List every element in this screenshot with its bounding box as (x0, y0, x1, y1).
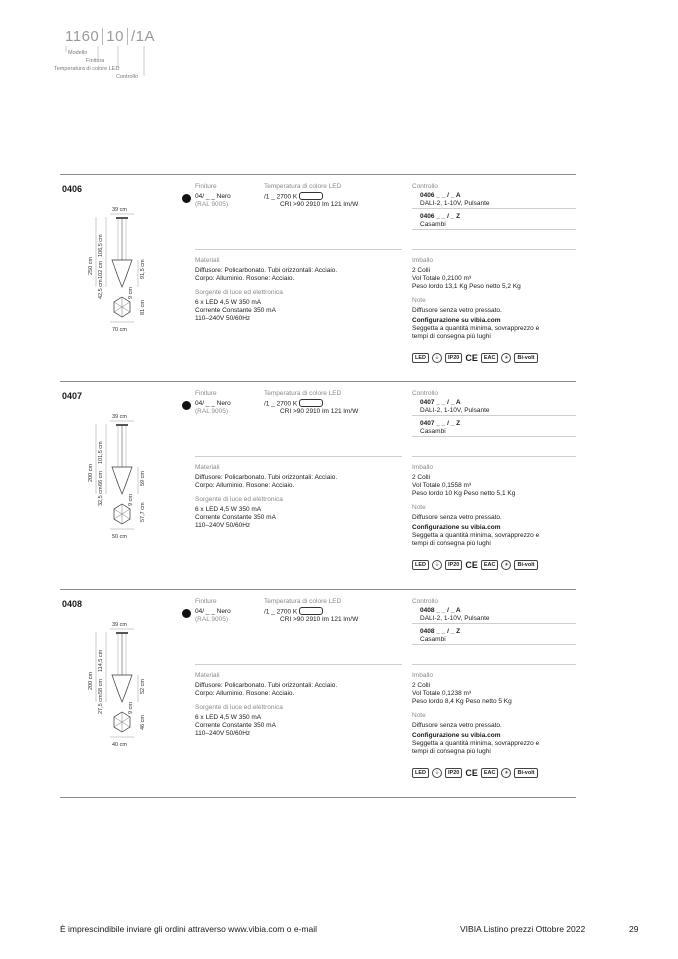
packing-line-2: Vol Totale 0,1558 m³ (412, 482, 472, 489)
materials-line-2: Corpo: Alluminio. Rosone: Acciaio. (195, 690, 295, 697)
lamp-drawing (82, 620, 160, 750)
materials-line-1: Diffusore: Policarbonato. Tubi orizzontali: Acciaio. (195, 267, 338, 274)
config-text-2: tempi di consegna più lughi (412, 748, 491, 755)
dimmable-icon: ☀ (501, 768, 511, 778)
packing-line-3: Peso lordo 13,1 Kg Peso netto 5,2 Kg (412, 283, 521, 290)
section-bottom-rule (60, 797, 576, 798)
label-note: Note (412, 504, 426, 511)
dim-low: 27,5 cm (98, 694, 104, 714)
control-code-a: 0406 _ _ / _ A (420, 192, 461, 199)
note-text: Diffusore senza vetro pressato. (412, 514, 502, 521)
dim-base-height: 46 cm (140, 715, 146, 730)
dim-cable: 114,5 cm (98, 649, 104, 672)
dim-side: 91,5 cm (140, 259, 146, 279)
control-code-a: 0407 _ _ / _ A (420, 399, 461, 406)
control-desc-z: Casambi (420, 636, 446, 643)
dimmer-icon (299, 399, 323, 407)
packing-line-1: 2 Colli (412, 474, 431, 481)
cert-ip20: IP20 (445, 560, 462, 570)
dimmable-icon: ☀ (501, 353, 511, 363)
divider-right (412, 664, 576, 665)
label-sorgente: Sorgente di luce ed elettronica (195, 704, 283, 711)
control-desc-a: DALI-2, 1-10V, Pulsante (420, 200, 490, 207)
source-line-2: Corrente Constante 350 mA (195, 514, 276, 521)
dim-low: 42,5 cm (98, 279, 104, 299)
certifications (412, 768, 538, 778)
ground-symbol-icon: ⏚ (432, 768, 442, 778)
cert-led: LED (412, 353, 429, 363)
finish-code: 04/ _ _ Nero (195, 608, 231, 615)
note-text: Diffusore senza vetro pressato. (412, 722, 502, 729)
source-line-1: 6 x LED 4,5 W 350 mA (195, 299, 262, 306)
product-code: 0407 (62, 391, 83, 401)
legend-label-controllo: Controllo (116, 74, 139, 80)
product-section (60, 381, 576, 590)
dim-width: 40 cm (112, 742, 127, 748)
label-temperatura: Temperatura di colore LED (264, 390, 342, 397)
product-section (60, 589, 576, 798)
control-code-z: 0406 _ _ / _ Z (420, 213, 461, 220)
label-imballo: Imballo (412, 672, 433, 679)
dim-top: 39 cm (112, 622, 127, 628)
control-option-z (412, 628, 576, 645)
cert-led: LED (412, 768, 429, 778)
legend-label-temperatura: Temperatura di colore LED (54, 66, 120, 72)
cert-ce: CE (465, 767, 478, 778)
page-number: 29 (629, 924, 639, 934)
label-controllo: Controllo (412, 598, 439, 605)
label-finiture: Finiture (195, 598, 217, 605)
dim-total: 200 cm (88, 671, 94, 690)
control-option-z (412, 213, 576, 230)
legend-label-modello: Modello (68, 50, 88, 56)
config-text-2: tempi di consegna più lughi (412, 540, 491, 547)
control-option-a (412, 399, 576, 416)
source-line-3: 110–240V 50/60Hz (195, 315, 251, 322)
dim-side: 59 cm (140, 471, 146, 486)
packing-line-2: Vol Totale 0,1238 m³ (412, 690, 472, 697)
config-text-1: Seggetta a quantità minima, sovrapprezzo e (412, 740, 540, 747)
legend-model: 1160 (62, 28, 103, 45)
cert-ce: CE (465, 559, 478, 570)
source-line-2: Corrente Constante 350 mA (195, 722, 276, 729)
packing-line-1: 2 Colli (412, 682, 431, 689)
label-finiture: Finiture (195, 183, 217, 190)
temp-code: /1 _ 2700 K (264, 400, 323, 409)
finish-ral: (RAL 9005) (195, 616, 228, 623)
cert-bivolt: Bi-volt (514, 353, 537, 363)
label-materiali: Materiali (195, 464, 220, 471)
finish-code: 04/ _ _ Nero (195, 400, 231, 407)
finish-ral: (RAL 9005) (195, 408, 228, 415)
dim-mid: 58 cm (98, 679, 104, 694)
control-desc-a: DALI-2, 1-10V, Pulsante (420, 615, 490, 622)
materials-line-2: Corpo: Alluminio. Rosone: Acciaio. (195, 275, 295, 282)
certifications (412, 560, 538, 570)
control-option-z (412, 420, 576, 437)
packing-line-3: Peso lordo 10 Kg Peso netto 5,1 Kg (412, 490, 516, 497)
label-controllo: Controllo (412, 390, 439, 397)
dim-top: 39 cm (112, 207, 127, 213)
ground-symbol-icon: ⏚ (432, 353, 442, 363)
temp-code: /1 _ 2700 K (264, 193, 323, 202)
config-title: Configurazione su vibia.com (412, 732, 501, 739)
control-desc-a: DALI-2, 1-10V, Pulsante (420, 407, 490, 414)
control-option-a (412, 192, 576, 209)
dim-cable: 101,5 cm (98, 441, 104, 464)
cert-eac: EAC (481, 560, 499, 570)
product-code: 0408 (62, 599, 83, 609)
product-code: 0406 (62, 184, 83, 194)
color-swatch-black (182, 194, 191, 203)
cert-ip20: IP20 (445, 353, 462, 363)
footer-note: È imprescindibile inviare gli ordini attraverso www.vibia.com o e-mail (60, 924, 317, 934)
divider-left (195, 249, 402, 250)
lamp-dimension-drawing (82, 620, 160, 750)
lamp-drawing (82, 412, 160, 542)
dim-hidden: 9 cm (128, 287, 134, 299)
legend-finish: 10 (103, 28, 128, 45)
dimmer-icon (299, 607, 323, 615)
dimmer-icon (299, 192, 323, 200)
canopy (116, 217, 128, 219)
lamp-dimension-drawing (82, 412, 160, 542)
canopy (116, 632, 128, 634)
config-title: Configurazione su vibia.com (412, 317, 501, 324)
source-line-3: 110–240V 50/60Hz (195, 730, 251, 737)
control-code-z: 0408 _ _ / _ Z (420, 628, 461, 635)
control-code-z: 0407 _ _ / _ Z (420, 420, 461, 427)
divider-right (412, 456, 576, 457)
lamp-body (112, 467, 132, 494)
control-code-a: 0408 _ _ / _ A (420, 607, 461, 614)
lamp-body (112, 675, 132, 702)
source-line-1: 6 x LED 4,5 W 350 mA (195, 506, 262, 513)
label-note: Note (412, 712, 426, 719)
dim-side: 52 cm (140, 679, 146, 694)
finish-code: 04/ _ _ Nero (195, 193, 231, 200)
packing-line-2: Vol Totale 0,2100 m³ (412, 275, 472, 282)
label-imballo: Imballo (412, 464, 433, 471)
lamp-top-view (114, 297, 130, 317)
divider-left (195, 664, 402, 665)
label-materiali: Materiali (195, 672, 220, 679)
control-desc-z: Casambi (420, 428, 446, 435)
source-line-1: 6 x LED 4,5 W 350 mA (195, 714, 262, 721)
config-text-1: Seggetta a quantità minima, sovrapprezzo e (412, 325, 540, 332)
dim-top: 39 cm (112, 414, 127, 420)
materials-line-1: Diffusore: Policarbonato. Tubi orizzontali: Acciaio. (195, 682, 338, 689)
label-sorgente: Sorgente di luce ed elettronica (195, 289, 283, 296)
label-note: Note (412, 297, 426, 304)
temp-cri: CRI >90 2910 lm 121 lm/W (280, 201, 359, 208)
dim-base-height: 81 cm (140, 300, 146, 315)
materials-line-1: Diffusore: Policarbonato. Tubi orizzontali: Acciaio. (195, 474, 338, 481)
cert-eac: EAC (481, 353, 499, 363)
temp-cri: CRI >90 2910 lm 121 lm/W (280, 616, 359, 623)
dim-total: 200 cm (88, 463, 94, 482)
source-line-3: 110–240V 50/60Hz (195, 522, 251, 529)
color-swatch-black (182, 401, 191, 410)
dim-hidden: 9 cm (128, 494, 134, 506)
temp-cri: CRI >90 2910 lm 121 lm/W (280, 408, 359, 415)
materials-line-2: Corpo: Alluminio. Rosone: Acciaio. (195, 482, 295, 489)
label-controllo: Controllo (412, 183, 439, 190)
divider-left (195, 456, 402, 457)
canopy (116, 424, 128, 426)
footer-catalog: VIBIA Listino prezzi Ottobre 2022 (460, 924, 586, 934)
lamp-top-view (114, 712, 130, 732)
control-desc-z: Casambi (420, 221, 446, 228)
legend-temp-control: /1A (130, 28, 155, 45)
config-text-2: tempi di consegna più lughi (412, 333, 491, 340)
packing-line-3: Peso lordo 8,4 Kg Peso netto 5 Kg (412, 698, 512, 705)
cert-bivolt: Bi-volt (514, 560, 537, 570)
label-temperatura: Temperatura di colore LED (264, 598, 342, 605)
label-temperatura: Temperatura di colore LED (264, 183, 342, 190)
config-text-1: Seggetta a quantità minima, sovrapprezzo e (412, 532, 540, 539)
source-line-2: Corrente Constante 350 mA (195, 307, 276, 314)
dimmable-icon: ☀ (501, 560, 511, 570)
note-text: Diffusore senza vetro pressato. (412, 307, 502, 314)
cert-ce: CE (465, 352, 478, 363)
control-option-a (412, 607, 576, 624)
dim-width: 50 cm (112, 534, 127, 540)
ground-symbol-icon: ⏚ (432, 560, 442, 570)
dim-hidden: 9 cm (128, 702, 134, 714)
divider-right (412, 249, 576, 250)
label-imballo: Imballo (412, 257, 433, 264)
finish-ral: (RAL 9005) (195, 201, 228, 208)
label-finiture: Finiture (195, 390, 217, 397)
product-section (60, 174, 576, 383)
dim-low: 32,5 cm (98, 486, 104, 506)
packing-line-1: 2 Colli (412, 267, 431, 274)
cert-led: LED (412, 560, 429, 570)
dim-total: 250 cm (88, 256, 94, 275)
dim-base-height: 57,7 cm (140, 502, 146, 522)
color-swatch-black (182, 609, 191, 618)
certifications (412, 353, 538, 363)
dim-mid: 102 cm (98, 260, 104, 279)
dim-cable: 106,5 cm (98, 234, 104, 257)
cert-bivolt: Bi-volt (514, 768, 537, 778)
lamp-dimension-drawing (82, 205, 160, 335)
config-title: Configurazione su vibia.com (412, 524, 501, 531)
dim-mid: 66 cm (98, 471, 104, 486)
label-sorgente: Sorgente di luce ed elettronica (195, 496, 283, 503)
label-materiali: Materiali (195, 257, 220, 264)
lamp-top-view (114, 504, 130, 524)
cert-eac: EAC (481, 768, 499, 778)
legend-label-finitura: Finitura (86, 58, 105, 64)
dim-width: 70 cm (112, 327, 127, 333)
temp-code: /1 _ 2700 K (264, 608, 323, 617)
lamp-drawing (82, 205, 160, 335)
lamp-body (112, 260, 132, 287)
cert-ip20: IP20 (445, 768, 462, 778)
